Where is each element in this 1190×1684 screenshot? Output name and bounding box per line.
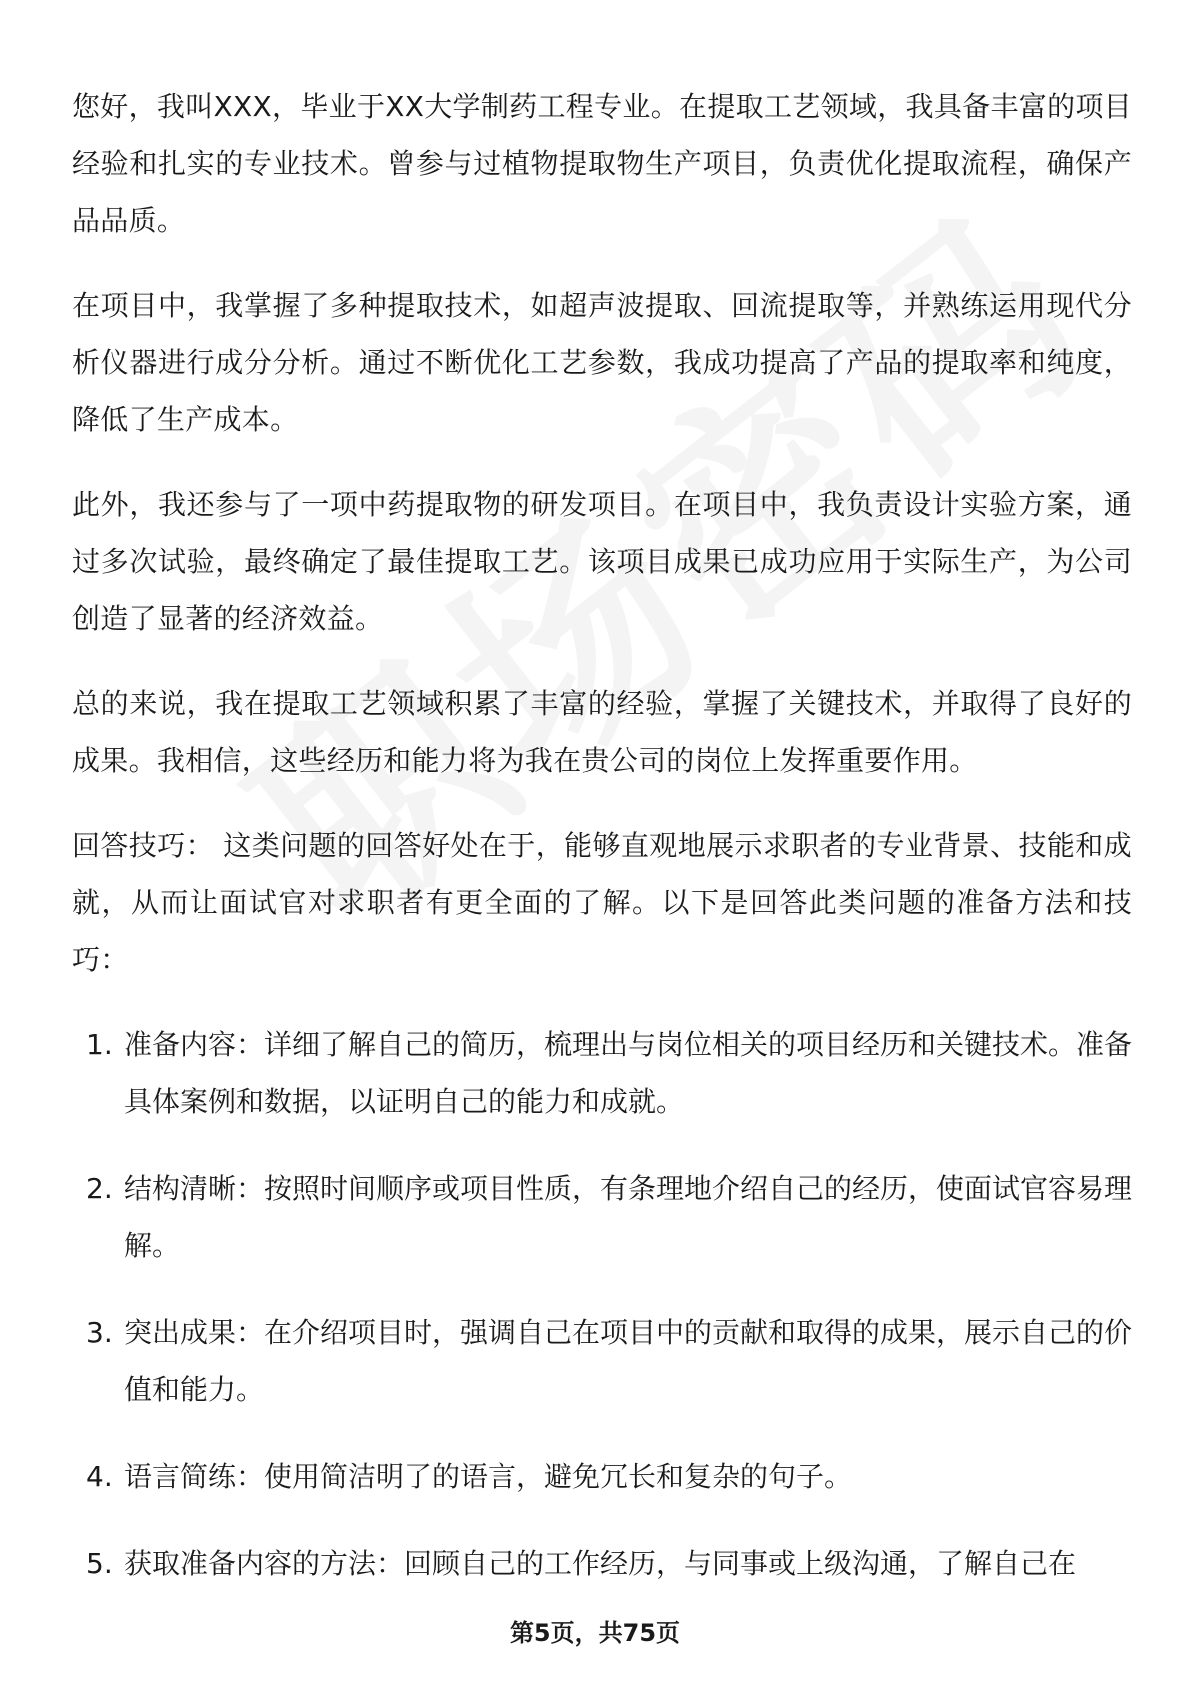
tips-list: [72, 1016, 1132, 1592]
paragraph-rd-project: 此外，我还参与了一项中药提取物的研发项目。在项目中，我负责设计实验方案，通过多次试验，最终确定了最佳提取工艺。该项目成果已成功应用于实际生产，为公司创造了显著的经济效益。: [72, 488, 1132, 635]
tips-text: 这类问题的回答好处在于，能够直观地展示求职者的专业背景、技能和成就，从而让面试官对求职者有更全面的了解。以下是回答此类问题的准备方法和技巧：: [72, 829, 1132, 976]
page-footer: 第5页，共75页: [509, 1619, 681, 1647]
document-body: [72, 78, 1132, 1622]
list-number: 3.: [86, 1316, 113, 1349]
list-item: [72, 1448, 1132, 1505]
paragraph-project-skills: 在项目中，我掌握了多种提取技术，如超声波提取、回流提取等，并熟练运用现代分析仪器进行成分分析。通过不断优化工艺参数，我成功提高了产品的提取率和纯度，降低了生产成本。: [72, 289, 1132, 436]
list-item: [72, 1160, 1132, 1274]
list-number: 1.: [86, 1028, 113, 1061]
list-text: 结构清晰：按照时间顺序或项目性质，有条理地介绍自己的经历，使面试官容易理解。: [124, 1172, 1133, 1262]
list-text: 获取准备内容的方法：回顾自己的工作经历，与同事或上级沟通，了解自己在: [124, 1547, 1077, 1580]
list-number: 5.: [86, 1547, 113, 1580]
paragraph-tips: [72, 817, 1132, 988]
tips-label: 回答技巧：: [72, 829, 214, 862]
paragraph-summary: 总的来说，我在提取工艺领域积累了丰富的经验，掌握了关键技术，并取得了良好的成果。我相信，这些经历和能力将为我在贵公司的岗位上发挥重要作用。: [72, 687, 1132, 777]
list-number: 2.: [86, 1172, 113, 1205]
list-text: 语言简练：使用简洁明了的语言，避免冗长和复杂的句子。: [124, 1460, 853, 1493]
list-text: 准备内容：详细了解自己的简历，梳理出与岗位相关的项目经历和关键技术。准备具体案例和数据，以证明自己的能力和成就。: [124, 1028, 1133, 1118]
list-item: [72, 1535, 1132, 1592]
list-item: [72, 1304, 1132, 1418]
list-number: 4.: [86, 1460, 113, 1493]
paragraph-intro: 您好，我叫XXX，毕业于XX大学制药工程专业。在提取工艺领域，我具备丰富的项目经验和扎实的专业技术。曾参与过植物提取物生产项目，负责优化提取流程，确保产品品质。: [72, 90, 1132, 237]
list-item: [72, 1016, 1132, 1130]
list-text: 突出成果：在介绍项目时，强调自己在项目中的贡献和取得的成果，展示自己的价值和能力。: [124, 1316, 1133, 1406]
